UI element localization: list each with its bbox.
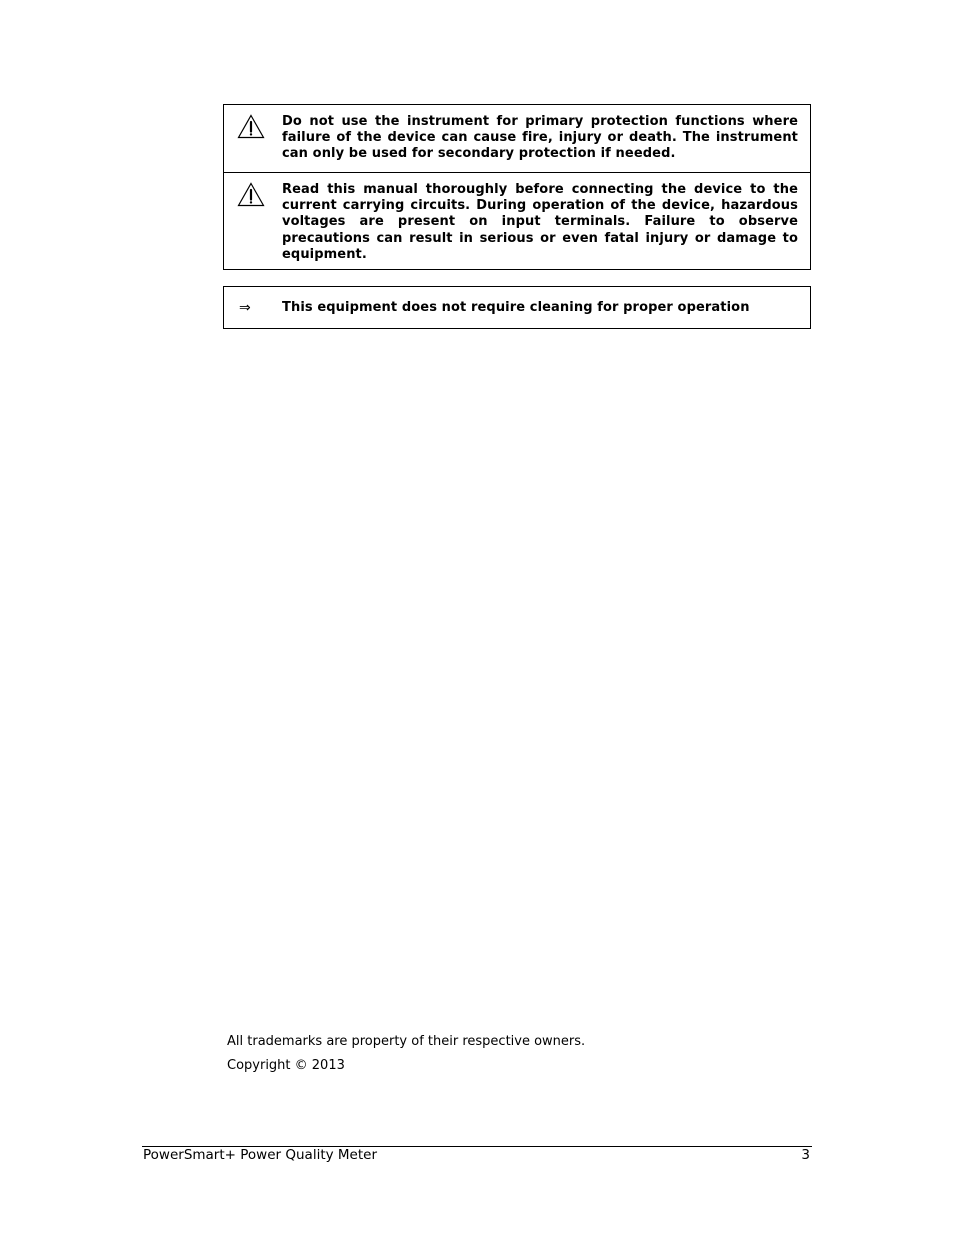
- footer-page-number: 3: [801, 1147, 810, 1163]
- footer-document-title: PowerSmart+ Power Quality Meter: [143, 1147, 377, 1163]
- copyright-notice: Copyright © 2013: [227, 1058, 345, 1073]
- warning-icon-cell: [224, 173, 282, 269]
- warning-row: [224, 172, 810, 269]
- warning-triangle-icon: [237, 114, 265, 139]
- warning-icon-cell: [224, 105, 282, 172]
- warnings-table: [223, 104, 811, 270]
- warning-row: [224, 105, 810, 172]
- cleaning-note-text: This equipment does not require cleaning for proper operation: [282, 300, 750, 315]
- double-arrow-icon: ⇒: [239, 299, 251, 316]
- warning-text: Do not use the instrument for primary protection functions where failure of the device can cause fire, injury or death. The instrument can only be used for secondary protection if needed.: [282, 114, 798, 162]
- warning-text: Read this manual thoroughly before connecting the device to the current carrying circuits. During operation of the device, hazardous voltages are present on input terminals. Failure to observe precautions can result in serious or even fatal injury or damage to equipment.: [282, 182, 798, 262]
- cleaning-note-box: [223, 286, 811, 329]
- trademark-notice: All trademarks are property of their respective owners.: [227, 1034, 586, 1049]
- warning-triangle-icon: [237, 182, 265, 207]
